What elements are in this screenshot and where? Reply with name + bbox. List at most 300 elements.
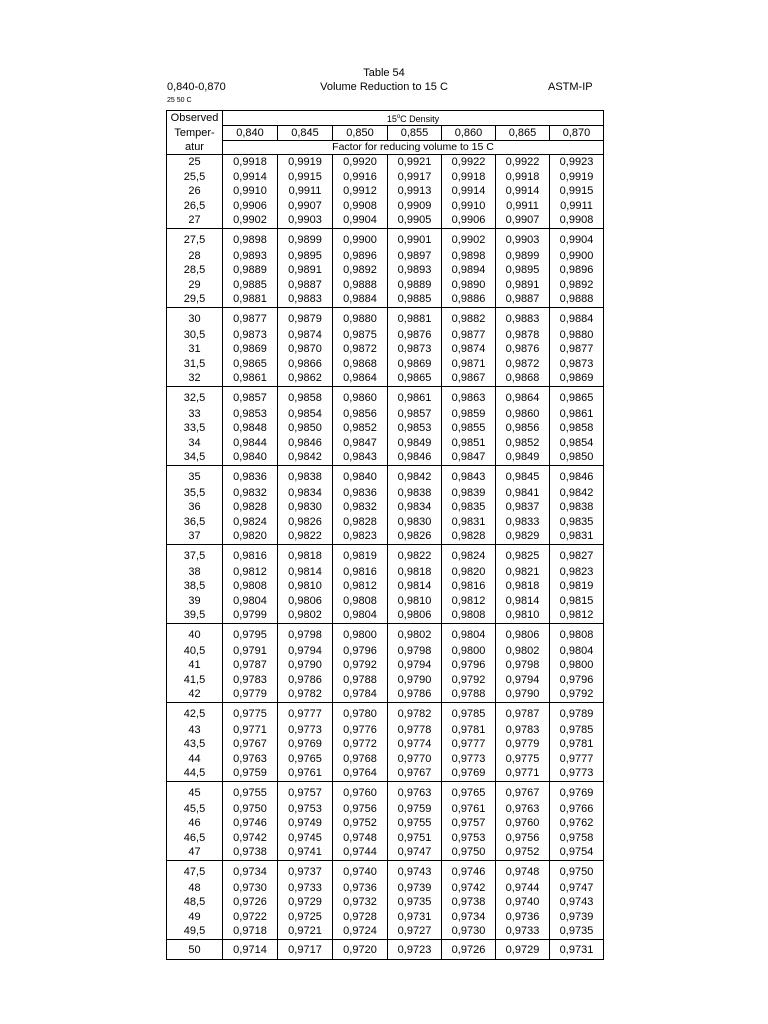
table-row [167,939,604,959]
factor-cell: 0,9733 [278,881,333,896]
factor-cell: 0,9816 [223,544,278,565]
factor-cell: 0,9833 [496,515,550,530]
factor-cell: 0,9840 [223,450,278,465]
density-column-header: 0,870 [550,126,604,141]
table-row [167,644,604,659]
factor-cell: 0,9852 [333,421,388,436]
factor-cell: 0,9750 [550,860,604,881]
factor-cell: 0,9902 [442,228,496,249]
factor-cell: 0,9822 [388,544,442,565]
factor-cell: 0,9796 [333,644,388,659]
factor-cell: 0,9790 [388,673,442,688]
temperature-cell: 46 [167,816,223,831]
factor-cell: 0,9851 [442,436,496,451]
factor-cell: 0,9827 [550,544,604,565]
factor-cell: 0,9918 [442,170,496,185]
factor-cell: 0,9808 [333,594,388,609]
factor-cell: 0,9746 [223,816,278,831]
factor-cell: 0,9920 [333,155,388,170]
factor-cell: 0,9743 [388,860,442,881]
factor-cell: 0,9729 [278,895,333,910]
factor-cell: 0,9734 [442,910,496,925]
factor-cell: 0,9853 [223,407,278,422]
factor-cell: 0,9907 [278,199,333,214]
factor-cell: 0,9834 [388,500,442,515]
factor-cell: 0,9784 [333,687,388,702]
factor-cell: 0,9721 [278,924,333,939]
temperature-cell: 35 [167,465,223,486]
factor-cell: 0,9874 [442,342,496,357]
factor-cell: 0,9802 [388,623,442,644]
factor-cell: 0,9795 [223,623,278,644]
temperature-cell: 32 [167,371,223,386]
factor-cell: 0,9896 [550,263,604,278]
temperature-cell: 25 [167,155,223,170]
factor-cell: 0,9799 [223,608,278,623]
factor-cell: 0,9753 [278,802,333,817]
factor-cell: 0,9891 [496,278,550,293]
factor-cell: 0,9788 [333,673,388,688]
factor-cell: 0,9877 [442,328,496,343]
factor-cell: 0,9882 [442,307,496,328]
factor-cell: 0,9812 [223,565,278,580]
factor-cell: 0,9814 [278,565,333,580]
factor-cell: 0,9843 [442,465,496,486]
factor-cell: 0,9761 [278,766,333,781]
table-row [167,213,604,228]
factor-cell: 0,9736 [496,910,550,925]
table-row [167,407,604,422]
factor-cell: 0,9911 [496,199,550,214]
factor-cell: 0,9785 [550,723,604,738]
factor-cell: 0,9792 [442,673,496,688]
factor-cell: 0,9798 [388,644,442,659]
factor-cell: 0,9915 [550,184,604,199]
factor-cell: 0,9748 [496,860,550,881]
table-row [167,249,604,264]
table-row [167,386,604,407]
factor-cell: 0,9718 [223,924,278,939]
factor-cell: 0,9820 [442,565,496,580]
temperature-cell: 40 [167,623,223,644]
factor-cell: 0,9745 [278,831,333,846]
factor-cell: 0,9742 [442,881,496,896]
factor-cell: 0,9842 [278,450,333,465]
factor-cell: 0,9778 [388,723,442,738]
temperature-header-cont: atur [167,140,223,155]
factor-cell: 0,9787 [496,702,550,723]
temperature-cell: 30,5 [167,328,223,343]
factor-cell: 0,9847 [442,450,496,465]
factor-cell: 0,9740 [496,895,550,910]
factor-cell: 0,9759 [223,766,278,781]
factor-cell: 0,9742 [223,831,278,846]
factor-cell: 0,9858 [278,386,333,407]
table-row [167,292,604,307]
factor-cell: 0,9884 [550,307,604,328]
temperature-cell: 33,5 [167,421,223,436]
factor-cell: 0,9907 [496,213,550,228]
table-row [167,500,604,515]
factor-cell: 0,9847 [333,436,388,451]
table-row [167,228,604,249]
factor-cell: 0,9844 [223,436,278,451]
factor-cell: 0,9825 [496,544,550,565]
degree-symbol: o [396,114,401,120]
factor-cell: 0,9897 [388,249,442,264]
factor-cell: 0,9868 [333,357,388,372]
factor-cell: 0,9800 [442,644,496,659]
table-row [167,658,604,673]
factor-cell: 0,9849 [388,436,442,451]
factor-cell: 0,9861 [223,371,278,386]
temperature-header: Temper- [167,126,223,141]
factor-cell: 0,9867 [442,371,496,386]
factor-cell: 0,9722 [223,910,278,925]
factor-cell: 0,9846 [278,436,333,451]
factor-cell: 0,9828 [223,500,278,515]
factor-cell: 0,9895 [278,249,333,264]
temperature-cell: 26 [167,184,223,199]
temperature-cell: 36 [167,500,223,515]
factor-cell: 0,9794 [278,644,333,659]
factor-cell: 0,9873 [550,357,604,372]
factor-cell: 0,9765 [278,752,333,767]
factor-cell: 0,9796 [550,673,604,688]
temperature-cell: 39,5 [167,608,223,623]
temperature-cell: 49 [167,910,223,925]
table-row [167,357,604,372]
factor-cell: 0,9806 [496,623,550,644]
factor-cell: 0,9798 [496,658,550,673]
factor-cell: 0,9899 [496,249,550,264]
factor-cell: 0,9814 [496,594,550,609]
factor-cell: 0,9770 [388,752,442,767]
factor-cell: 0,9888 [550,292,604,307]
factor-cell: 0,9906 [223,199,278,214]
factor-cell: 0,9860 [333,386,388,407]
factor-cell: 0,9915 [278,170,333,185]
factor-cell: 0,9738 [223,845,278,860]
temperature-cell: 50 [167,939,223,959]
factor-cell: 0,9727 [388,924,442,939]
factor-cell: 0,9769 [442,766,496,781]
factor-cell: 0,9737 [278,860,333,881]
factor-cell: 0,9771 [223,723,278,738]
table-row [167,881,604,896]
factor-cell: 0,9810 [278,579,333,594]
factor-cell: 0,9757 [442,816,496,831]
factor-cell: 0,9731 [550,939,604,959]
factor-cell: 0,9779 [223,687,278,702]
factor-cell: 0,9877 [223,307,278,328]
temperature-cell: 40,5 [167,644,223,659]
factor-cell: 0,9786 [388,687,442,702]
factor-cell: 0,9748 [333,831,388,846]
factor-cell: 0,9757 [278,781,333,802]
factor-cell: 0,9804 [333,608,388,623]
factor-cell: 0,9892 [550,278,604,293]
factor-cell: 0,9871 [442,357,496,372]
factor-cell: 0,9783 [223,673,278,688]
factor-cell: 0,9776 [333,723,388,738]
factor-cell: 0,9812 [333,579,388,594]
factor-cell: 0,9872 [496,357,550,372]
factor-cell: 0,9869 [223,342,278,357]
table-row [167,594,604,609]
factor-cell: 0,9837 [496,500,550,515]
factor-cell: 0,9755 [388,816,442,831]
factor-cell: 0,9870 [278,342,333,357]
factor-cell: 0,9773 [442,752,496,767]
factor-cell: 0,9819 [333,544,388,565]
factor-cell: 0,9812 [442,594,496,609]
factor-cell: 0,9835 [550,515,604,530]
table-row [167,673,604,688]
density-header [223,111,604,126]
factor-cell: 0,9838 [550,500,604,515]
factor-cell: 0,9902 [223,213,278,228]
observed-header: Observed [167,111,223,126]
density-header-value: 15 [386,114,397,124]
factor-cell: 0,9738 [442,895,496,910]
factor-cell: 0,9780 [333,702,388,723]
factor-cell: 0,9808 [550,623,604,644]
factor-cell: 0,9828 [333,515,388,530]
temperature-cell: 42 [167,687,223,702]
factor-cell: 0,9750 [442,845,496,860]
temperature-cell: 33 [167,407,223,422]
factor-cell: 0,9858 [550,421,604,436]
factor-cell: 0,9771 [496,766,550,781]
factor-cell: 0,9852 [496,436,550,451]
temperature-cell: 44 [167,752,223,767]
factor-cell: 0,9893 [388,263,442,278]
factor-cell: 0,9872 [333,342,388,357]
factor-cell: 0,9909 [388,199,442,214]
table-row [167,579,604,594]
factor-cell: 0,9815 [550,594,604,609]
table-row [167,702,604,723]
factor-cell: 0,9751 [388,831,442,846]
factor-cell: 0,9880 [333,307,388,328]
factor-cell: 0,9752 [496,845,550,860]
factor-cell: 0,9781 [442,723,496,738]
factor-cell: 0,9864 [496,386,550,407]
factor-cell: 0,9732 [333,895,388,910]
factor-cell: 0,9726 [442,939,496,959]
temperature-cell: 37,5 [167,544,223,565]
temperature-cell: 34 [167,436,223,451]
factor-cell: 0,9887 [278,278,333,293]
factor-cell: 0,9733 [496,924,550,939]
factor-cell: 0,9812 [550,608,604,623]
volume-reduction-table [166,110,604,960]
factor-cell: 0,9854 [550,436,604,451]
factor-cell: 0,9758 [550,831,604,846]
factor-cell: 0,9828 [442,529,496,544]
factor-cell: 0,9760 [496,816,550,831]
factor-cell: 0,9790 [496,687,550,702]
factor-cell: 0,9802 [278,608,333,623]
factor-cell: 0,9889 [223,263,278,278]
factor-cell: 0,9917 [388,170,442,185]
factor-cell: 0,9806 [278,594,333,609]
factor-cell: 0,9892 [333,263,388,278]
temperature-cell: 36,5 [167,515,223,530]
factor-cell: 0,9820 [223,529,278,544]
factor-cell: 0,9739 [550,910,604,925]
factor-cell: 0,9804 [550,644,604,659]
factor-cell: 0,9905 [388,213,442,228]
factor-cell: 0,9762 [550,816,604,831]
factor-cell: 0,9826 [388,529,442,544]
factor-cell: 0,9756 [496,831,550,846]
factor-cell: 0,9873 [388,342,442,357]
factor-header: Factor for reducing volume to 15 C [223,140,604,155]
temperature-cell: 37 [167,529,223,544]
factor-cell: 0,9772 [333,737,388,752]
factor-cell: 0,9728 [333,910,388,925]
factor-cell: 0,9889 [388,278,442,293]
factor-cell: 0,9874 [278,328,333,343]
factor-cell: 0,9895 [496,263,550,278]
table-row [167,184,604,199]
table-row [167,737,604,752]
factor-cell: 0,9894 [442,263,496,278]
temperature-cell: 48,5 [167,895,223,910]
factor-cell: 0,9842 [388,465,442,486]
factor-cell: 0,9822 [278,529,333,544]
factor-cell: 0,9865 [223,357,278,372]
factor-cell: 0,9891 [278,263,333,278]
factor-cell: 0,9752 [333,816,388,831]
factor-cell: 0,9717 [278,939,333,959]
factor-cell: 0,9865 [388,371,442,386]
factor-cell: 0,9865 [550,386,604,407]
factor-cell: 0,9763 [388,781,442,802]
factor-cell: 0,9829 [496,529,550,544]
density-column-header: 0,860 [442,126,496,141]
temperature-cell: 34,5 [167,450,223,465]
factor-cell: 0,9744 [333,845,388,860]
factor-cell: 0,9846 [388,450,442,465]
factor-cell: 0,9884 [333,292,388,307]
factor-cell: 0,9831 [550,529,604,544]
factor-cell: 0,9810 [388,594,442,609]
table-row [167,766,604,781]
temperature-cell: 27 [167,213,223,228]
factor-cell: 0,9753 [442,831,496,846]
factor-cell: 0,9848 [223,421,278,436]
temperature-cell: 35,5 [167,486,223,501]
factor-cell: 0,9857 [223,386,278,407]
factor-cell: 0,9885 [388,292,442,307]
factor-cell: 0,9759 [388,802,442,817]
factor-cell: 0,9782 [388,702,442,723]
factor-cell: 0,9774 [388,737,442,752]
table-row [167,845,604,860]
factor-cell: 0,9768 [333,752,388,767]
factor-cell: 0,9904 [550,228,604,249]
factor-cell: 0,9914 [442,184,496,199]
table-row [167,421,604,436]
factor-cell: 0,9814 [388,579,442,594]
factor-cell: 0,9792 [333,658,388,673]
factor-cell: 0,9873 [223,328,278,343]
temperature-cell: 27,5 [167,228,223,249]
table-row [167,802,604,817]
factor-cell: 0,9900 [333,228,388,249]
factor-cell: 0,9763 [223,752,278,767]
factor-cell: 0,9861 [388,386,442,407]
temperature-cell: 28 [167,249,223,264]
factor-cell: 0,9850 [278,421,333,436]
temperature-cell: 45,5 [167,802,223,817]
factor-cell: 0,9898 [223,228,278,249]
factor-cell: 0,9887 [496,292,550,307]
table-subtitle: Volume Reduction to 15 C [320,81,448,93]
factor-cell: 0,9886 [442,292,496,307]
temperature-cell: 43 [167,723,223,738]
factor-cell: 0,9860 [496,407,550,422]
temperature-cell: 42,5 [167,702,223,723]
temperature-cell: 29,5 [167,292,223,307]
factor-cell: 0,9831 [442,515,496,530]
table-row [167,486,604,501]
table-row [167,687,604,702]
factor-cell: 0,9735 [550,924,604,939]
factor-cell: 0,9756 [333,802,388,817]
factor-cell: 0,9898 [442,249,496,264]
factor-cell: 0,9836 [223,465,278,486]
factor-cell: 0,9773 [278,723,333,738]
factor-cell: 0,9743 [550,895,604,910]
factor-cell: 0,9900 [550,249,604,264]
table-row [167,895,604,910]
factor-cell: 0,9746 [442,860,496,881]
factor-cell: 0,9786 [278,673,333,688]
table-row [167,155,604,170]
standard-label: ASTM-IP [548,81,593,93]
factor-cell: 0,9747 [388,845,442,860]
factor-cell: 0,9747 [550,881,604,896]
factor-cell: 0,9823 [333,529,388,544]
temperature-cell: 39 [167,594,223,609]
factor-cell: 0,9741 [278,845,333,860]
factor-cell: 0,9823 [550,565,604,580]
temperature-cell: 46,5 [167,831,223,846]
table-row [167,465,604,486]
table-row [167,623,604,644]
temperature-cell: 25,5 [167,170,223,185]
table-row [167,565,604,580]
factor-cell: 0,9792 [550,687,604,702]
factor-cell: 0,9883 [496,307,550,328]
table-row [167,529,604,544]
factor-cell: 0,9881 [223,292,278,307]
factor-cell: 0,9787 [223,658,278,673]
factor-cell: 0,9857 [388,407,442,422]
table-row [167,910,604,925]
factor-cell: 0,9723 [388,939,442,959]
factor-cell: 0,9845 [496,465,550,486]
factor-cell: 0,9816 [442,579,496,594]
table-row [167,307,604,328]
factor-cell: 0,9839 [442,486,496,501]
temperature-cell: 38,5 [167,579,223,594]
factor-cell: 0,9731 [388,910,442,925]
